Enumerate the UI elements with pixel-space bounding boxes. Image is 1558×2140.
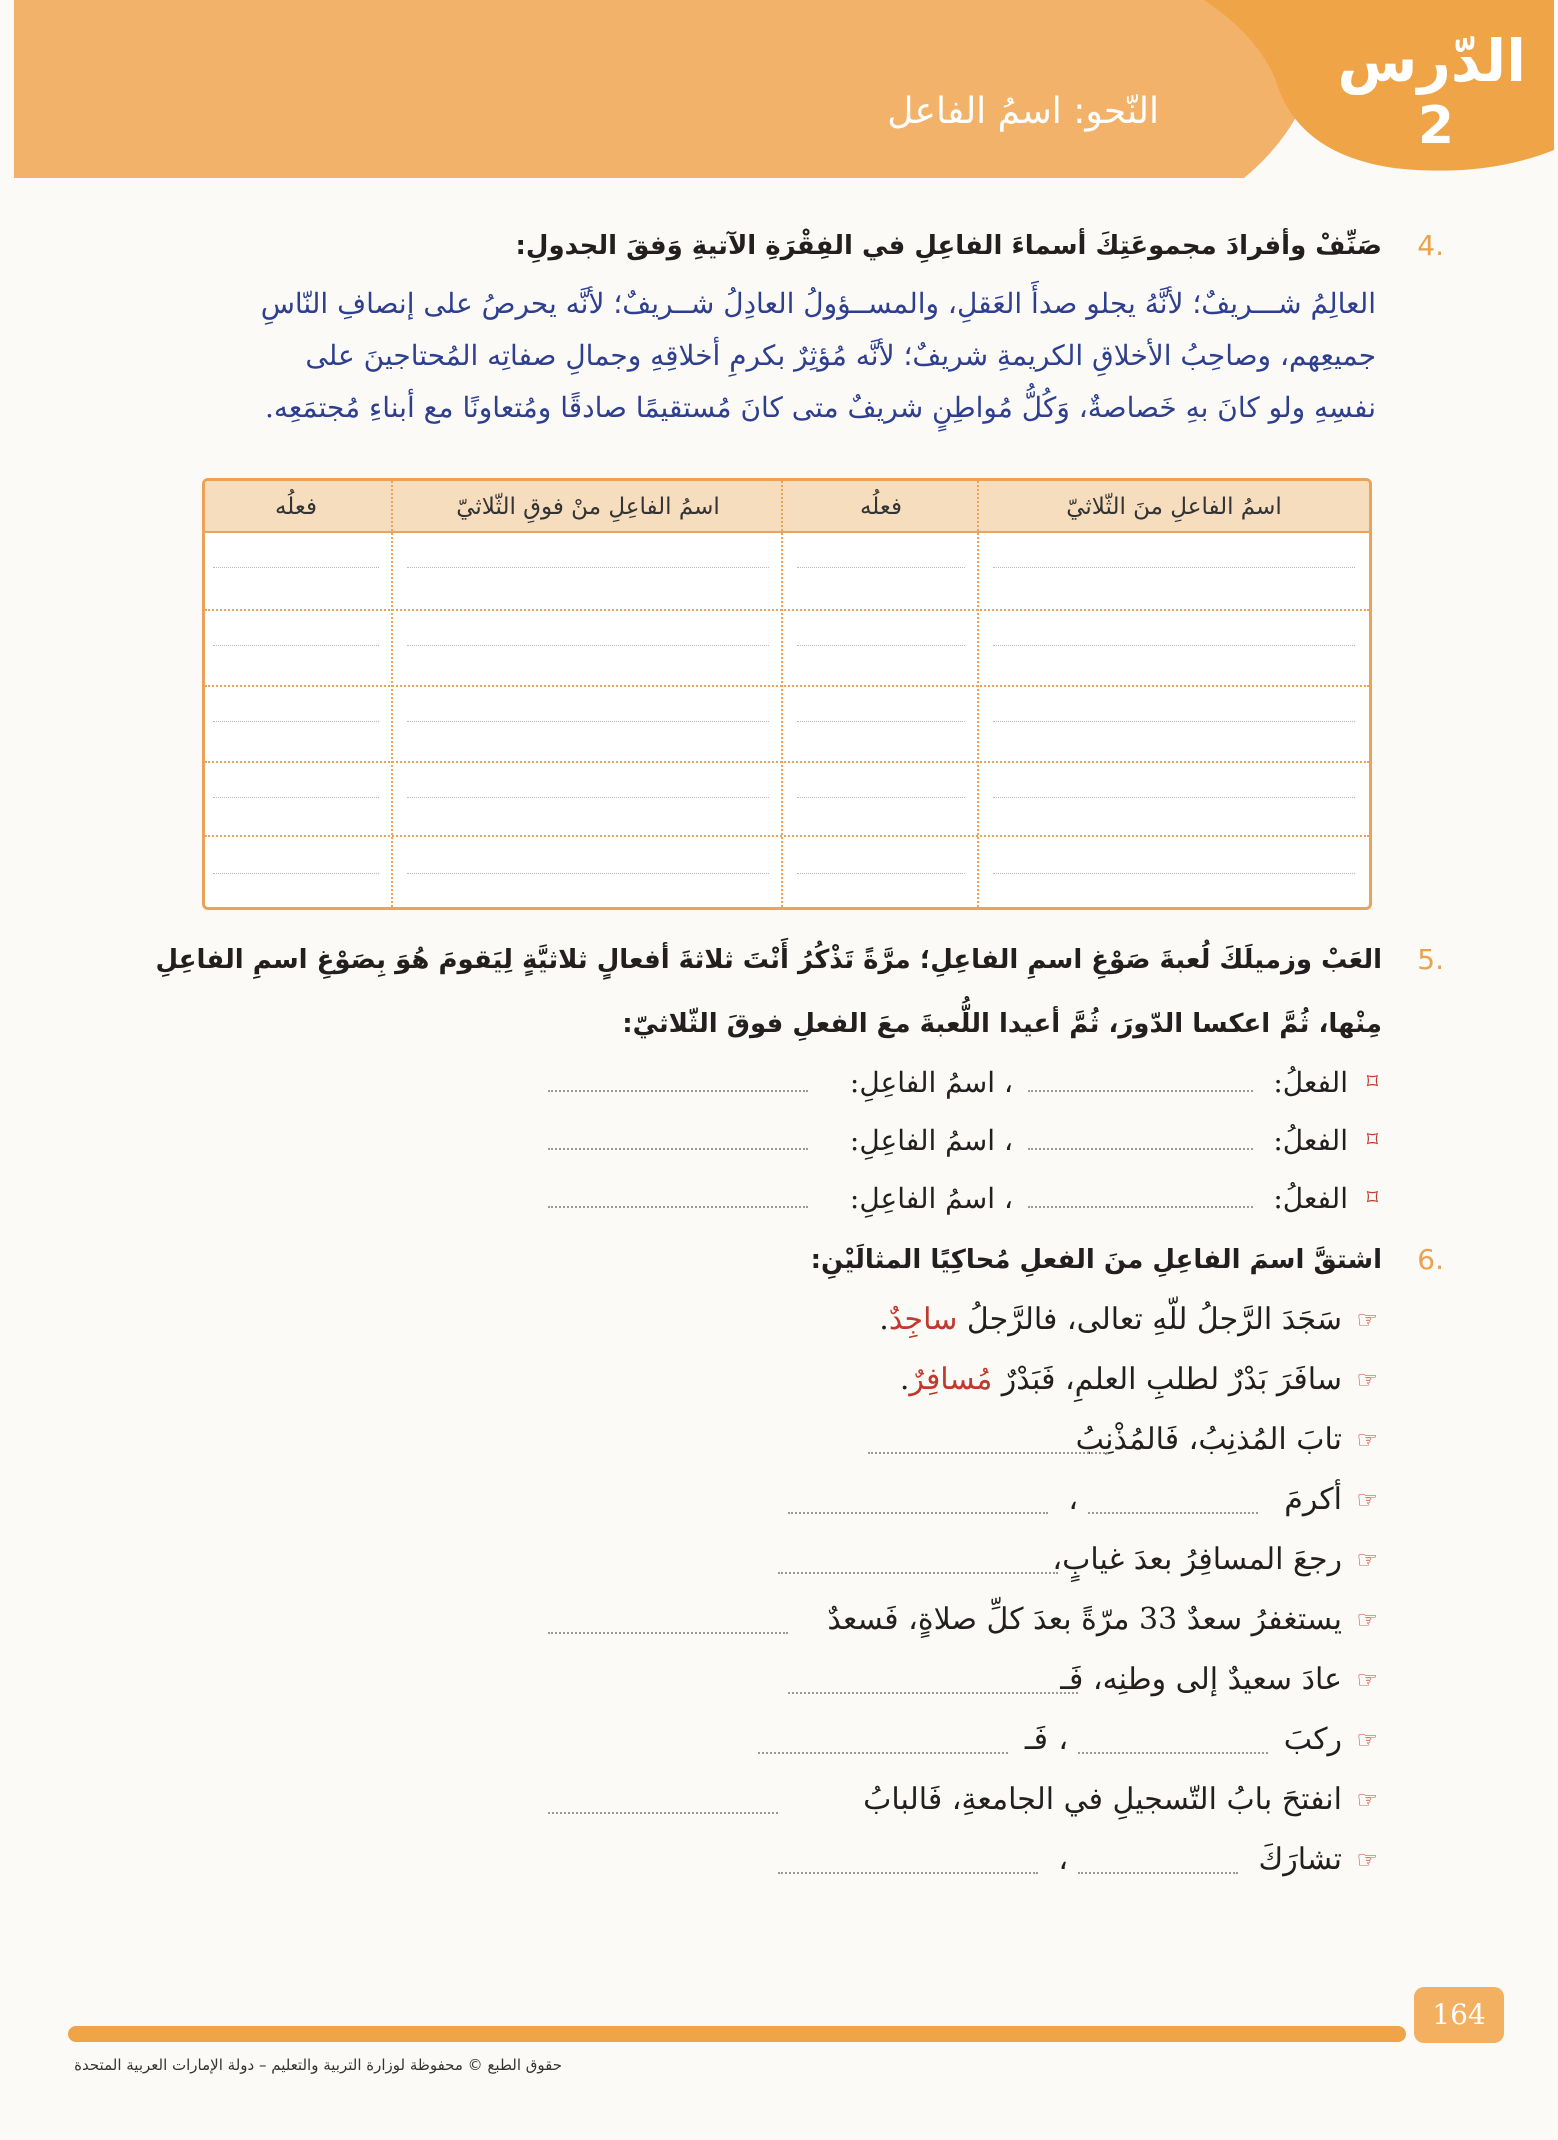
table-header-cell: اسمُ الفاعلِ منَ الثّلاثيّ [1066,494,1282,520]
row-divider [205,761,1369,763]
verb-answer-field[interactable] [1028,1148,1253,1150]
q5-answer-row [518,1060,1378,1106]
copyright-notice: حقوق الطبع © محفوظة لوزارة التربية والتعليم – دولة الإمارات العربية المتحدة [74,2056,562,2074]
table-cell[interactable] [797,873,965,874]
exercise-text: تشارَكَ [1258,1842,1342,1877]
participle-answer-field[interactable] [548,1206,808,1208]
answer-field[interactable] [778,1572,1058,1574]
table-cell[interactable] [797,721,965,722]
answer-field[interactable] [1078,1872,1238,1874]
table-cell[interactable] [213,873,379,874]
verb-answer-field[interactable] [1028,1206,1253,1208]
verb-label: الفعلُ: [1273,1066,1348,1099]
column-divider [781,481,783,907]
page-number: 164 [1414,1987,1504,2043]
table-cell[interactable] [797,797,965,798]
column-divider [391,481,393,907]
question-4-instruction: صَنِّفْ وأفرادَ مجموعَتِكَ أسماءَ الفاعِلِ في الفِقْرَةِ الآتيةِ وَفقَ الجدولِ: [515,231,1382,261]
answer-field[interactable] [868,1452,1108,1454]
answer-field[interactable] [758,1752,1008,1754]
exercise-text: انفتحَ بابُ التّسجيلِ في الجامعةِ، فَالبابُ [863,1782,1342,1817]
pointing-hand-icon: ☞ [1356,1666,1378,1694]
bullet-icon: ⌑ [1366,1186,1378,1211]
exercise-text: تابَ المُذنِبُ، فَالمُذْنِبُ [1075,1422,1342,1457]
table-cell[interactable] [407,645,769,646]
q6-exercise [478,1714,1378,1766]
bullet-icon: ⌑ [1366,1070,1378,1095]
pointing-hand-icon: ☞ [1356,1546,1378,1574]
verb-answer-field[interactable] [1028,1090,1253,1092]
pointing-hand-icon: ☞ [1356,1366,1378,1394]
table-cell[interactable] [213,797,379,798]
q6-exercise [478,1834,1378,1886]
footer-bar [68,2026,1406,2042]
question-4-number: .4 [1417,229,1444,262]
question-6-number: .6 [1417,1243,1444,1276]
exercise-text: رجعَ المسافِرُ بعدَ غيابٍ، [1052,1542,1342,1577]
fa-prefix: فَـ [1024,1722,1048,1757]
answer-field[interactable] [548,1812,778,1814]
verb-label: الفعلُ: [1273,1124,1348,1157]
q6-exercise [478,1414,1378,1466]
table-header-cell: فعلُه [274,494,318,520]
question-5-instruction-1: العَبْ وزميلَكَ لُعبةَ صَوْغِ اسمِ الفاعِلِ؛ مرَّةً تَذْكُرُ أَنْتَ ثلاثةَ أفعالٍ ثلاثيَّةٍ لِيَقومَ هُوَ بِصَوْغِ اسمِ الفاعِلِ [155,945,1382,975]
table-cell[interactable] [407,567,769,568]
question-4-passage [260,278,1376,434]
pointing-hand-icon: ☞ [1356,1426,1378,1454]
column-divider [977,481,979,907]
answer-field[interactable] [788,1512,1048,1514]
table-cell[interactable] [407,873,769,874]
table-header-cell: فعلُه [859,494,903,520]
comma: ، [1058,1722,1068,1757]
header-shape [14,0,1554,178]
q6-example [478,1354,1378,1406]
question-5-number: .5 [1417,943,1444,976]
table-cell[interactable] [407,721,769,722]
active-participle-label: ، اسمُ الفاعِلِ: [849,1182,1013,1215]
classification-table [202,478,1372,910]
exercise-text: يستغفرُ سعدٌ 33 مرّةً بعدَ كلِّ صلاةٍ، فَسعدٌ [827,1602,1342,1637]
active-participle-label: ، اسمُ الفاعِلِ: [849,1066,1013,1099]
table-cell[interactable] [213,645,379,646]
table-cell[interactable] [993,567,1355,568]
table-header-row [205,481,1369,533]
example-text: سافَرَ بَدْرٌ لطلبِ العلمِ، فَبَدْرٌ مُسافِرٌ. [899,1362,1342,1397]
q6-example [478,1294,1378,1346]
q5-answer-row [518,1176,1378,1222]
exercise-text: عادَ سعيدٌ إلى وطنِه، فَـ [1060,1662,1342,1697]
pointing-hand-icon: ☞ [1356,1306,1378,1334]
table-cell[interactable] [993,645,1355,646]
q5-answer-row [518,1118,1378,1164]
pointing-hand-icon: ☞ [1356,1726,1378,1754]
bullet-icon: ⌑ [1366,1128,1378,1153]
active-participle-label: ، اسمُ الفاعِلِ: [849,1124,1013,1157]
pointing-hand-icon: ☞ [1356,1786,1378,1814]
table-cell[interactable] [797,567,965,568]
table-cell[interactable] [993,721,1355,722]
table-cell[interactable] [213,721,379,722]
passage-line: نفسِهِ ولو كانَ بهِ خَصاصةٌ، وَكُلُّ مُواطِنٍ شريفٌ متى كانَ مُستقيمًا صادقًا ومُتعاونًا مع أبناءِ مُجتمَعِه. [265,391,1376,424]
lesson-header [14,0,1554,178]
participle-answer-field[interactable] [548,1148,808,1150]
exercise-text: أكرمَ [1284,1482,1342,1517]
example-text: سَجَدَ الرَّجلُ للّهِ تعالى، فالرَّجلُ ساجِدٌ. [879,1302,1342,1337]
verb-label: الفعلُ: [1273,1182,1348,1215]
answer-field[interactable] [788,1692,1078,1694]
comma: ، [1068,1482,1078,1517]
answer-field[interactable] [1088,1512,1258,1514]
answer-field[interactable] [778,1872,1038,1874]
example-answer: ساجِدٌ [888,1302,958,1337]
question-6-instruction: اشتقَّ اسمَ الفاعِلِ منَ الفعلِ مُحاكِيًا المثالَيْنِ: [810,1245,1382,1275]
q6-exercise [478,1534,1378,1586]
answer-field[interactable] [548,1632,788,1634]
page-title: النّحو: اسمُ الفاعل [887,91,1159,132]
q6-exercise [478,1654,1378,1706]
participle-answer-field[interactable] [548,1090,808,1092]
passage-line: العالِمُ شـــريفٌ؛ لأنَّهُ يجلو صدأَ العَقلِ، والمســؤولُ العادِلُ شــريفٌ؛ لأنَّه يحرصُ على إنصافِ النّاسِ [260,287,1376,320]
passage-line: جميعِهم، وصاحِبُ الأخلاقِ الكريمةِ شريفٌ؛ لأنَّه مُؤثِرٌ بكرمِ أخلاقِهِ وجمالِ صفاتِه المُحتاجينَ على [305,339,1376,372]
table-cell[interactable] [993,797,1355,798]
table-cell[interactable] [407,797,769,798]
table-cell[interactable] [993,873,1355,874]
example-answer: مُسافِرٌ [909,1362,993,1397]
answer-field[interactable] [1078,1752,1268,1754]
table-header-cell: اسمُ الفاعِلِ منْ فوقِ الثّلاثيّ [456,494,720,520]
exercise-text: ركبَ [1283,1722,1342,1757]
pointing-hand-icon: ☞ [1356,1486,1378,1514]
pointing-hand-icon: ☞ [1356,1846,1378,1874]
q6-exercise [478,1774,1378,1826]
lesson-number: 2 [1417,96,1455,156]
lesson-label: الدّرس [1337,27,1526,95]
row-divider [205,609,1369,611]
table-cell[interactable] [797,645,965,646]
table-cell[interactable] [213,567,379,568]
row-divider [205,685,1369,687]
q6-exercise [478,1474,1378,1526]
row-divider [205,835,1369,837]
pointing-hand-icon: ☞ [1356,1606,1378,1634]
q6-exercise [478,1594,1378,1646]
question-5-instruction-2: مِنْها، ثُمَّ اعكسا الدّورَ، ثُمَّ أعيدا اللُّعبةَ معَ الفعلِ فوقَ الثّلاثيّ: [622,1009,1382,1039]
comma: ، [1058,1842,1068,1877]
